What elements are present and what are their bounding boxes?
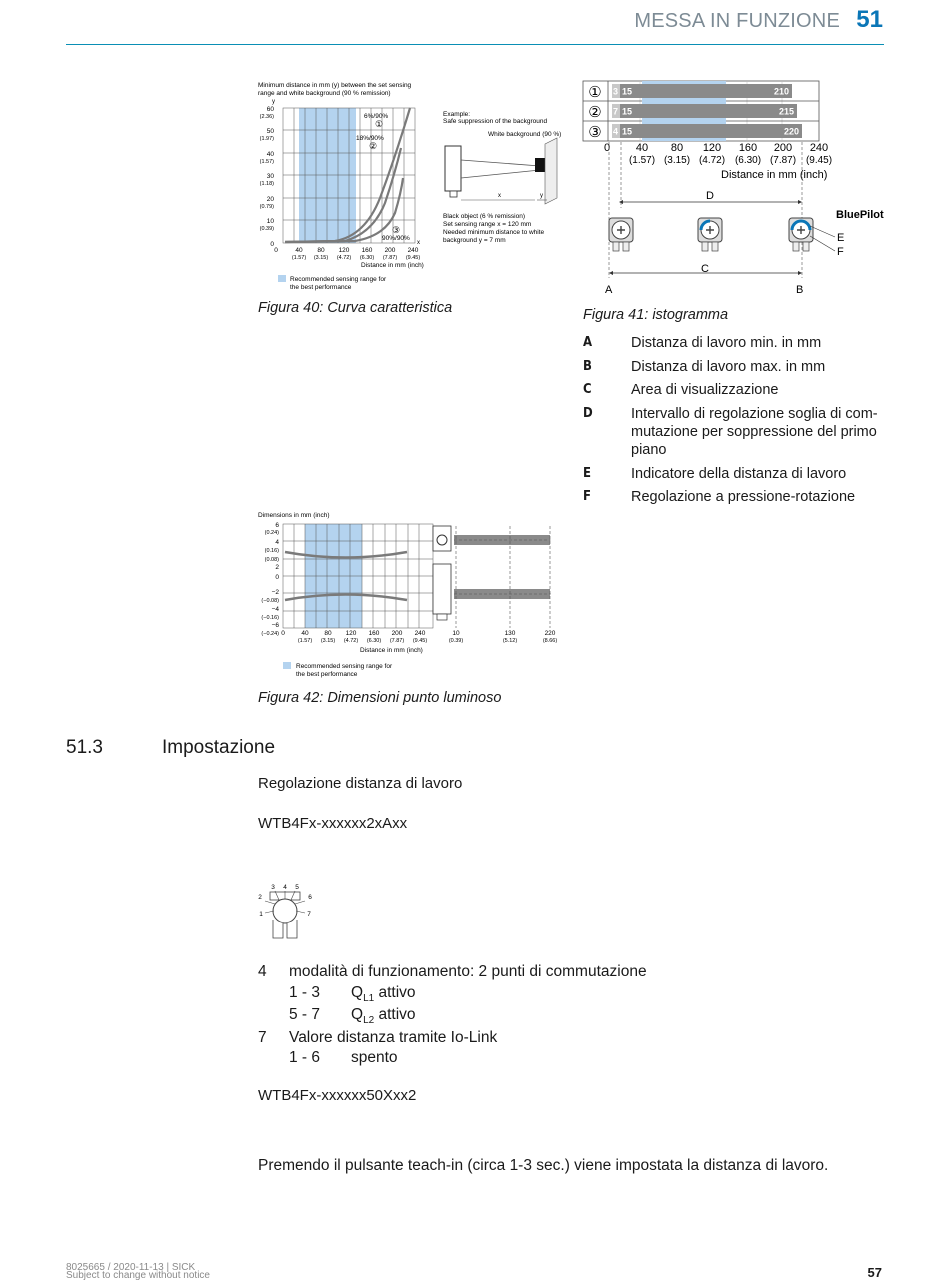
svg-text:5: 5 [295,884,299,891]
svg-text:10: 10 [266,218,274,225]
svg-text:0: 0 [275,574,279,581]
svg-text:(1.57): (1.57) [259,159,274,165]
model-heading-2: WTB4Fx-xxxxxx50Xxx2 [258,1087,417,1104]
svg-text:③: ③ [588,124,602,141]
fig42-xlabel: Distance in mm (inch) [360,647,423,654]
fig40-white-bg: White background (90 %) [488,131,562,138]
svg-text:80: 80 [317,247,325,254]
figure-42-light-spot-dimensions [255,508,565,686]
fig42-legend-swatch [283,662,291,669]
svg-text:200: 200 [773,142,793,154]
header-rule [66,44,884,45]
svg-text:50: 50 [266,128,274,135]
fig40-sketch-y: y [540,193,543,199]
fig40-sketch-x: x [498,193,501,199]
svg-text:(5.12): (5.12) [502,638,518,644]
svg-text:160: 160 [361,247,373,254]
svg-text:240: 240 [809,142,829,154]
fig41-x-ticks-inch [629,155,832,166]
fig41-label-C: C [701,263,709,275]
svg-text:(0.39): (0.39) [448,638,464,644]
fig42-x-ticks-inch [298,638,428,644]
fig41-bar-3 [612,124,802,138]
svg-text:4: 4 [613,126,619,137]
fig42-x-ticks [281,630,426,637]
fig40-legend-2: the best performance [290,284,352,291]
svg-text:(−0.24): (−0.24) [261,631,279,637]
svg-text:(1.18): (1.18) [259,181,274,187]
fig42-y-ticks [272,522,280,629]
fig40-note-2: Set sensing range x = 120 mm [443,221,532,228]
fig42-legend-1: Recommended sensing range for [296,663,393,670]
svg-text:(7.87): (7.87) [389,638,405,644]
svg-text:7: 7 [613,106,619,117]
svg-text:(1.57): (1.57) [291,255,307,261]
figure-41-caption: Figura 41: istogramma [583,307,729,323]
svg-text:200: 200 [384,247,396,254]
svg-text:(9.45): (9.45) [412,638,428,644]
model-heading-1: WTB4Fx-xxxxxx2xAxx [258,815,408,832]
svg-text:120: 120 [338,247,350,254]
svg-text:(7.87): (7.87) [382,255,398,261]
svg-text:(0.08): (0.08) [264,557,279,563]
svg-text:(−0.16): (−0.16) [261,615,279,621]
svg-text:7: 7 [307,911,311,918]
svg-text:−6: −6 [271,622,279,629]
fig40-x-letter: x [417,240,420,246]
svg-text:120: 120 [345,630,357,637]
svg-text:40: 40 [635,142,649,154]
svg-text:0: 0 [274,247,278,254]
svg-text:40: 40 [301,630,309,637]
fig41-bar-2 [612,104,797,118]
fig40-xlabel: Distance in mm (inch) [361,262,424,269]
list-row-5-7: 5 - 7 $Q_{L2}$ attivo [289,1006,416,1027]
svg-text:2: 2 [275,564,279,571]
svg-text:220: 220 [783,126,799,137]
svg-text:120: 120 [702,142,722,154]
fig41-label-F: F [837,246,844,258]
svg-text:(9.45): (9.45) [805,155,833,166]
footer-notice: Subject to change without notice [66,1270,210,1281]
fig40-x-ticks [274,247,419,254]
svg-text:210: 210 [773,86,789,97]
svg-text:6: 6 [275,522,279,529]
svg-text:(−0.08): (−0.08) [261,598,279,604]
svg-text:4: 4 [275,539,279,546]
svg-text:(1.57): (1.57) [628,155,656,166]
list-item-4: 4 modalità di funzionamento: 2 punti di commutazione [258,963,647,980]
fig40-recommended-range [299,108,356,243]
fig40-curve3-label: 90%/90% [382,235,410,242]
svg-text:15: 15 [622,106,633,117]
fig41-label-D: D [706,190,714,202]
fig40-y-letter: y [272,99,275,105]
fig40-example-1: Example: [443,111,471,118]
svg-text:1: 1 [259,911,263,918]
svg-text:0: 0 [281,630,285,637]
figure-40-caption: Figura 40: Curva caratteristica [258,300,453,316]
fig42-sensor-sketches [433,526,551,628]
svg-text:240: 240 [414,630,426,637]
teach-in-paragraph: Premendo il pulsante teach-in (circa 1-3 sec.) viene impostata la distanza di lavoro. [258,1157,829,1174]
fig41-label-E: E [837,232,845,244]
svg-text:15: 15 [622,86,633,97]
svg-text:6: 6 [308,894,312,901]
svg-text:2: 2 [258,894,262,901]
chapter-title: MESSA IN FUNZIONE [634,10,840,32]
svg-text:4: 4 [283,884,287,891]
figure-41-histogram [580,78,890,303]
fig42-right-ticks [452,630,555,637]
svg-text:(6.30): (6.30) [359,255,375,261]
list-item-7: 7 Valore distanza tramite Io-Link [258,1029,498,1046]
svg-text:215: 215 [778,106,794,117]
svg-text:(6.30): (6.30) [734,155,762,166]
figure-40-characteristic-curve [255,78,570,293]
svg-text:40: 40 [295,247,303,254]
fig41-label-A: A [605,284,613,296]
rotary-dial-diagram [255,880,320,942]
svg-text:(4.72): (4.72) [343,638,359,644]
fig41-xlabel: Distance in mm (inch) [721,169,828,181]
fig40-legend-1: Recommended sensing range for [290,276,387,283]
svg-text:3: 3 [271,884,275,891]
svg-text:80: 80 [324,630,332,637]
list-row-1-6: 1 - 6 spento [289,1049,398,1066]
fig41-dial-icons [609,218,813,251]
svg-text:②: ② [588,104,602,121]
chapter-number: 51 [856,6,883,33]
figure-42-caption: Figura 42: Dimensioni punto luminoso [258,690,502,706]
list-row-1-3: 1 - 3 $Q_{L1}$ attivo [289,984,416,1005]
svg-text:0: 0 [270,241,274,248]
fig40-note-4: background y = 7 mm [443,237,506,244]
svg-text:200: 200 [391,630,403,637]
fig42-right-ticks-inch [449,638,558,644]
svg-text:3: 3 [613,86,619,97]
svg-text:(4.72): (4.72) [336,255,352,261]
fig42-y-ticks-inch [261,530,279,637]
svg-text:80: 80 [670,142,684,154]
svg-text:20: 20 [266,196,274,203]
svg-text:(0.16): (0.16) [264,548,279,554]
svg-text:(0.24): (0.24) [264,530,279,536]
fig41-bar-1 [612,84,792,98]
fig40-legend-swatch [278,275,286,282]
svg-text:130: 130 [504,630,516,637]
svg-text:220: 220 [544,630,556,637]
page-number: 57 [867,1265,882,1280]
svg-text:(6.30): (6.30) [366,638,382,644]
fig42-legend-2: the best performance [296,671,358,678]
fig41-x-ticks [604,142,828,154]
svg-text:240: 240 [407,247,419,254]
svg-text:(3.15): (3.15) [320,638,336,644]
fig40-curve2-num: ② [369,141,378,151]
svg-text:(0.39): (0.39) [259,226,274,232]
svg-text:(7.87): (7.87) [769,155,797,166]
fig40-curve2-label: 18%/90% [356,135,384,142]
svg-text:(3.15): (3.15) [313,255,329,261]
svg-text:60: 60 [266,106,274,113]
svg-text:30: 30 [266,173,274,180]
svg-text:0: 0 [603,142,611,154]
fig40-ylabel-2: range and white background (90 % remission) [258,90,391,97]
fig40-note-3: Needed minimum distance to white [443,229,545,236]
footer-doc-id: 8025665 / 2020-11-13 | SICK [66,1262,196,1273]
svg-text:160: 160 [738,142,758,154]
fig40-curve3-num: ③ [392,225,401,235]
fig40-curve1-label: 6%/90% [364,113,389,120]
section-number: 51.3 [66,737,103,758]
fig40-example-2: Safe suppression of the background [443,118,548,125]
svg-text:160: 160 [368,630,380,637]
fig40-x-ticks-inch [292,255,421,261]
fig40-ylabel-1: Minimum distance in mm (y) between the set sensing [258,82,412,89]
svg-text:①: ① [588,84,602,101]
section-title: Impostazione [162,737,276,758]
svg-text:−2: −2 [271,589,279,596]
svg-text:(4.72): (4.72) [698,155,726,166]
svg-text:40: 40 [266,151,274,158]
svg-text:(2.36): (2.36) [259,114,274,120]
svg-text:10: 10 [452,630,460,637]
svg-text:15: 15 [622,126,633,137]
svg-text:(1.57): (1.57) [297,638,313,644]
svg-text:(9.45): (9.45) [405,255,421,261]
svg-text:(8.66): (8.66) [542,638,558,644]
svg-text:(1.97): (1.97) [259,136,274,142]
subheading-working-distance: Regolazione distanza di lavoro [258,775,463,792]
fig40-note-1: Black object (6 % remission) [443,213,525,220]
fig41-row-numbers [588,84,601,141]
svg-text:(0.79): (0.79) [259,204,274,210]
fig41-bluepilot: BluePilot [836,209,884,221]
fig40-curve1-num: ① [375,119,384,129]
fig41-label-B: B [796,284,804,296]
svg-text:(3.15): (3.15) [663,155,691,166]
svg-text:−4: −4 [271,606,279,613]
fig42-ylabel: Dimensions in mm (inch) [258,512,330,519]
